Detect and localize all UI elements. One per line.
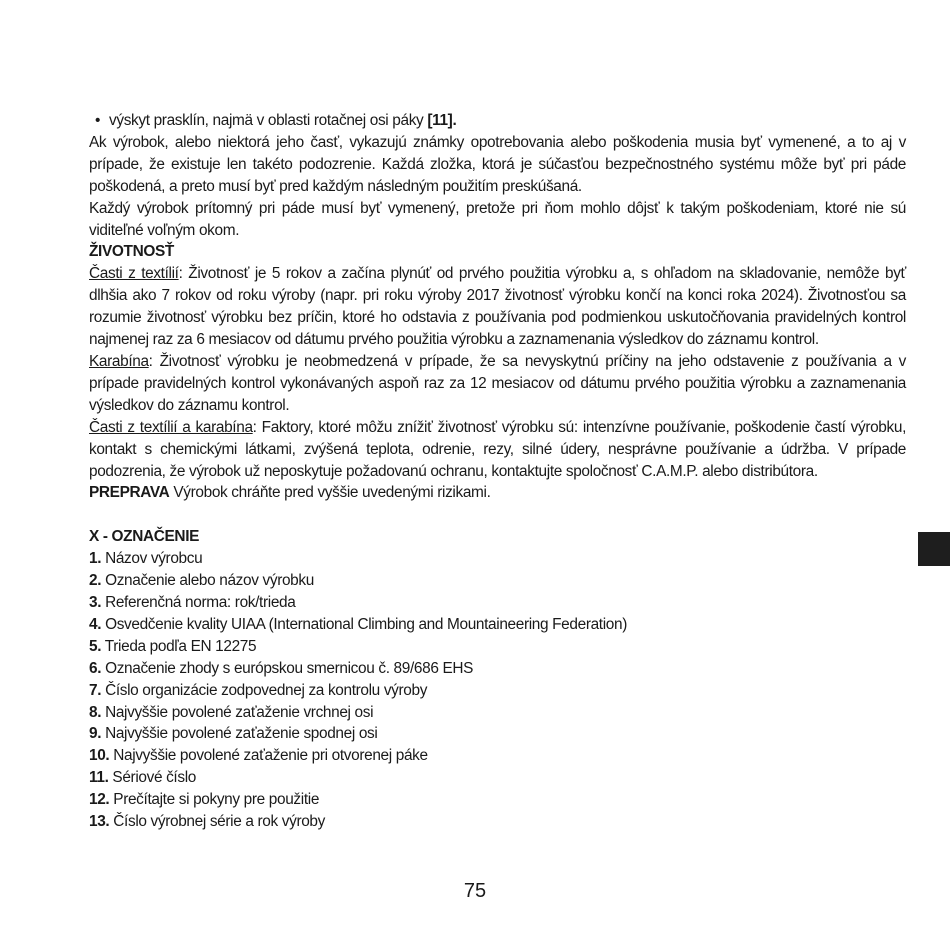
list-item: [89, 592, 906, 614]
item-number: 9.: [89, 725, 102, 743]
item-number: 7.: [89, 681, 102, 699]
transport-label: PREPRAVA: [89, 484, 170, 502]
fall-paragraph: Každý výrobok prítomný pri páde musí byť vymenený, pretože pri ňom mohlo dôjsť k takým poškodeniam, ktoré nie sú viditeľné voľným okom.: [89, 199, 906, 239]
list-item: [89, 789, 906, 811]
carabiner-text: : Životnosť výrobku je neobmedzená v prípade, že sa nevyskytnú príčiny na jeho odstavenie z používania a v prípade pravidelných kontrol vykonávaných aspoň raz za 12 mesiacov od dátumu prvého použitia výrobku a zaznamenania výsledkov do záznamu kontrol.: [89, 352, 906, 414]
transport-text: Výrobok chráňte pred vyššie uvedenými rizikami.: [169, 484, 491, 502]
transport-paragraph: [89, 482, 906, 504]
item-text: Názov výrobcu: [101, 550, 203, 568]
textile-lifespan-paragraph: [89, 263, 906, 351]
damage-paragraph: Ak výrobok, alebo niektorá jeho časť, vykazujú známky opotrebovania alebo poškodenia musia byť vymenené, a to aj v prípade, že existuje len takéto podozrenie. Každá zložka, ktorá je súčasťou bezpečnostného systému môže byť pri páde poškodená, a preto musí byť pred každým následným použitím preskúšaná.: [89, 133, 906, 195]
combined-label: Časti z textílií a karabína: [89, 418, 253, 436]
item-number: 2.: [89, 572, 102, 590]
list-item: [89, 548, 906, 570]
lifespan-heading: ŽIVOTNOSŤ: [89, 243, 174, 261]
carabiner-lifespan-paragraph: [89, 351, 906, 417]
item-text: Osvedčenie kvality UIAA (International Climbing and Mountaineering Federation): [101, 615, 627, 633]
bullet-text: výskyt prasklín, najmä v oblasti rotačnej osi páky: [109, 112, 428, 129]
item-text: Najvyššie povolené zaťaženie vrchnej osi: [101, 703, 374, 721]
bullet-reference: [11].: [427, 112, 457, 129]
item-text: Označenie zhody s európskou smernicou č. 89/686 EHS: [101, 659, 474, 677]
list-item: [89, 723, 906, 745]
list-item: [89, 767, 906, 789]
list-item: [89, 658, 906, 680]
item-text: Trieda podľa EN 12275: [101, 637, 257, 655]
section-spacer: [89, 504, 906, 526]
combined-text: : Faktory, ktoré môžu znížiť životnosť výrobku sú: intenzívne používanie, poškodenie častí výrobku, kontakt s chemickými látkami, zvýšená teplota, odrenie, rezy, silné údery, nesprávne používanie a údržba. V prípade podozrenia, že výrobok už neposkytuje požadovanú ochranu, kontaktujte spoločnosť C.A.M.P. alebo distribútora.: [89, 418, 906, 480]
item-text: Referenčná norma: rok/trieda: [101, 594, 296, 612]
item-number: 13.: [89, 813, 110, 831]
item-text: Sériové číslo: [108, 769, 196, 787]
item-text: Najvyššie povolené zaťaženie spodnej osi: [101, 725, 378, 743]
list-item: [89, 636, 906, 658]
item-number: 3.: [89, 594, 102, 612]
list-item: [89, 745, 906, 767]
item-number: 8.: [89, 703, 102, 721]
bullet-item: [89, 110, 906, 132]
combined-lifespan-paragraph: [89, 417, 906, 483]
item-text: Označenie alebo názov výrobku: [101, 572, 314, 590]
list-item: [89, 614, 906, 636]
list-item: [89, 811, 906, 833]
item-number: 4.: [89, 615, 102, 633]
carabiner-label: Karabína: [89, 352, 149, 370]
item-number: 5.: [89, 637, 102, 655]
item-number: 11.: [89, 769, 109, 787]
item-number: 1.: [89, 550, 102, 568]
item-number: 12.: [89, 791, 110, 809]
marking-list: [89, 548, 906, 833]
item-text: Číslo organizácie zodpovednej za kontrolu výroby: [101, 681, 428, 699]
item-number: 6.: [89, 659, 102, 677]
bullet-symbol: •: [95, 112, 101, 129]
page-content: [89, 110, 906, 833]
item-text: Najvyššie povolené zaťaženie pri otvorenej páke: [109, 747, 428, 765]
marking-heading: X - OZNAČENIE: [89, 528, 200, 546]
page-number: 75: [463, 880, 487, 902]
item-text: Prečítajte si pokyny pre použitie: [109, 791, 320, 809]
section-tab-marker: [918, 532, 950, 566]
item-number: 10.: [89, 747, 110, 765]
list-item: [89, 680, 906, 702]
list-item: [89, 570, 906, 592]
list-item: [89, 702, 906, 724]
textile-label: Časti z textílií: [89, 265, 179, 283]
textile-text: : Životnosť je 5 rokov a začína plynúť od prvého použitia výrobku a, s ohľadom na skladovanie, nemôže byť dlhšia ako 7 rokov od roku výroby (napr. pri roku výroby 2017 životnosť výrobku končí na konci roka 2024). Životnosťou sa rozumie životnosť výrobku bez príčin, ktoré ho odstavia z používania pod podmienkou uskutočňovania pravidelných kontrol najmenej raz za 6 mesiacov od dátumu prvého použitia výrobku a zaznamenania výsledkov do záznamu kontrol.: [89, 265, 906, 349]
item-text: Číslo výrobnej série a rok výroby: [109, 813, 325, 831]
